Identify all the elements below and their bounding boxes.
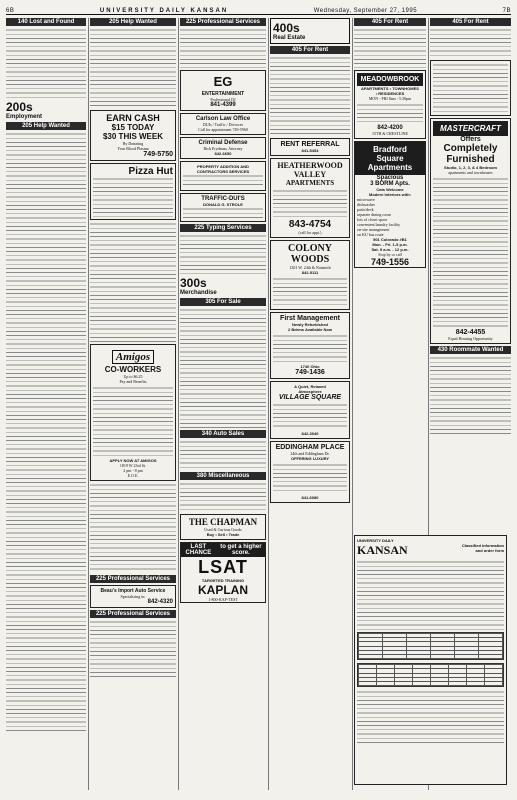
- amenity-item: on-site management: [357, 227, 390, 232]
- heatherwood-ad: [270, 158, 350, 238]
- ad-line: Cats Welcome: [376, 187, 404, 192]
- ad-line: Rick Frydman, Attorney: [203, 146, 243, 151]
- ad-line: APPLY NOW AT AMIGOS: [109, 458, 157, 463]
- classified-text-block: [180, 482, 266, 512]
- section-header-professional-services: 225 Professional Services: [180, 18, 266, 26]
- ad-phone: 749-1556: [370, 257, 410, 267]
- ad-body: [357, 103, 423, 123]
- ad-line: 2 Bdrms Available Now: [288, 327, 332, 332]
- ad-line: Pay and Benefits: [119, 379, 147, 384]
- village-square-ad: [270, 381, 350, 439]
- section-subheader-merchandise: Merchandise: [180, 290, 217, 296]
- earn-cash-ad: [90, 110, 176, 161]
- ad-body: [273, 334, 347, 362]
- classified-text-block: [180, 234, 266, 274]
- running-head: [6, 4, 511, 15]
- ad-line: Specializing in:: [120, 594, 146, 599]
- ad-line: ENTERTAINMENT: [201, 91, 245, 97]
- ad-line: Newly Refurbished: [291, 322, 328, 327]
- header-left: 6B: [6, 8, 15, 14]
- section-subheader-employment: Employment: [6, 114, 43, 120]
- ad-phone: 841-5454: [301, 148, 319, 153]
- eddingham-place-ad: [270, 441, 350, 503]
- ad-line: 24th and Eddingham Dr.: [290, 451, 330, 456]
- header-date: Wednesday, September 27, 1995: [313, 8, 418, 14]
- ad-line: $15 TODAY: [111, 123, 155, 132]
- amenity-item: separate dining room: [357, 212, 391, 217]
- ad-body: [273, 463, 347, 493]
- ad-line: Call for appointment 749-5960: [198, 127, 248, 132]
- ad-logo: VILLAGE SQUARE: [278, 394, 342, 401]
- ad-headline: First Management: [280, 315, 340, 322]
- ad-headline: RENT REFERRAL: [280, 141, 340, 148]
- ad-headline: Furnished: [446, 154, 495, 165]
- ad-body: [273, 189, 347, 217]
- ad-logo: Bradford: [373, 145, 407, 154]
- chapman-ad: [180, 514, 266, 540]
- section-header-for-rent: 405 For Rent: [430, 18, 511, 26]
- ad-line: Equal Housing Opportunity: [448, 336, 493, 341]
- first-management-ad: [270, 312, 350, 379]
- ad-line: Offers: [460, 136, 481, 143]
- ad-line: TARGETED TRAINING: [201, 578, 245, 583]
- section-header-auto-sales: 340 Auto Sales: [180, 430, 266, 438]
- ad-line: By Donating: [122, 141, 144, 146]
- kaplan-lsat-ad: [180, 542, 266, 603]
- classified-text-block: [430, 356, 511, 436]
- kaplan-logo: KAPLAN: [198, 583, 248, 597]
- ad-body: [273, 277, 347, 307]
- ad-line: • RESIDENCES: [375, 91, 405, 96]
- property-addition-ad: [180, 161, 266, 191]
- section-header-typing-services: 225 Typing Services: [180, 224, 266, 232]
- pizza-hut-ad: [90, 163, 176, 220]
- section-header-roommate-wanted: 430 Roommate Wanted: [430, 346, 511, 354]
- ad-logo: MASTERCRAFT: [433, 121, 508, 136]
- amigos-logo: Amigos: [112, 350, 154, 364]
- ad-line: 1301 W. 24th & Naismith: [289, 265, 331, 270]
- ad-headline: TRAFFIC-DUI'S: [201, 196, 245, 202]
- ad-line: DONALD G. STROLE: [203, 202, 243, 207]
- ad-headline: EARN CASH: [106, 113, 160, 123]
- ad-logo: EG: [213, 74, 233, 89]
- column-4: [270, 18, 350, 790]
- classified-text-block: [430, 28, 511, 58]
- ad-line: Buy • Sell • Trade: [206, 532, 240, 537]
- classified-text-block: [270, 56, 350, 136]
- amenity-item: convenient laundry facility: [357, 222, 401, 227]
- classified-text-block: [90, 620, 176, 680]
- ad-headline: VALLEY: [293, 170, 327, 179]
- section-header-miscellaneous: 380 Miscellaneous: [180, 472, 266, 480]
- section-header-for-rent: 405 For Rent: [270, 46, 350, 54]
- ad-phone: 841-4399: [210, 102, 236, 108]
- ad-phone: 842-6650: [214, 151, 232, 156]
- colony-woods-ad: [270, 240, 350, 310]
- section-header-professional-services: 225 Professional Services: [90, 575, 176, 583]
- ad-body: [93, 177, 173, 217]
- ad-line: 3 BORM Apts.: [370, 181, 410, 187]
- ad-phone: 1-800-KAP-TEST: [208, 597, 238, 602]
- ad-headline: APARTMENTS: [285, 179, 335, 187]
- ad-phone: 842-5111: [301, 270, 319, 275]
- lsat-logo: LSAT: [198, 557, 248, 577]
- header-title: UNIVERSITY DAILY KANSAN: [99, 8, 229, 14]
- newspaper-page: [6, 4, 511, 794]
- ad-body: [433, 177, 508, 327]
- section-header-employment: 200s: [6, 100, 33, 114]
- classified-text-block: [180, 28, 266, 68]
- form-logo: KANSAN: [357, 543, 408, 557]
- ad-line: 501 Colorado #B1: [373, 237, 407, 242]
- ad-phone: 842-4200: [377, 125, 403, 131]
- column-1: [6, 18, 86, 790]
- classified-text-block: [90, 28, 176, 108]
- ad-headline: HEATHERWOOD: [277, 161, 343, 170]
- classified-text-block: [354, 28, 426, 68]
- ad-line: Used & Curious Goods: [204, 527, 242, 532]
- ad-body: [93, 386, 173, 456]
- amenity-item: on KU bus route: [357, 232, 384, 237]
- ad-headline: Pizza Hut: [128, 166, 173, 177]
- ad-headline: CO-WORKERS: [104, 365, 162, 374]
- section-header-lost-found: 140 Lost and Found: [6, 18, 86, 26]
- ad-line: PROPERTY ADDITION AND: [197, 164, 249, 169]
- ad-line: Modern Interiors with:: [369, 192, 411, 197]
- ad-line: OFFERING LUXURY: [290, 456, 330, 461]
- ad-line: LAST CHANCE: [185, 544, 212, 556]
- ad-headline: Beau's Import Auto Service: [100, 588, 166, 594]
- column-6: [430, 18, 511, 790]
- ad-line: E.O.E.: [127, 473, 139, 478]
- ad-body: [183, 207, 263, 219]
- ad-logo: MEADOWBROOK: [357, 73, 423, 86]
- ad-logo: Square: [376, 154, 404, 163]
- rent-referral-ad: [270, 138, 350, 156]
- amenity-item: dishwasher: [357, 202, 375, 207]
- ad-body: [433, 63, 508, 113]
- mastercraft-ad: [430, 118, 511, 344]
- ad-line: apartments and townhouses: [448, 170, 493, 175]
- meadowbrook-ad: [354, 70, 426, 139]
- section-header-for-sale: 305 For Sale: [180, 298, 266, 306]
- carlson-law-ad: [180, 113, 266, 135]
- section-header-real-estate: 400s: [273, 21, 300, 35]
- column-2: [90, 18, 176, 790]
- form-logo: UNIVERSITY DAILY: [357, 538, 394, 543]
- ad-line: Mon. - Fri. 1-5 p.m.: [372, 242, 408, 247]
- ad-line: Professional DJ: [210, 97, 236, 102]
- classified-text-block: [6, 28, 86, 98]
- ad-headline: Criminal Defense: [198, 140, 248, 146]
- ad-headline: EDDINGHAM PLACE: [275, 444, 345, 451]
- ad-line: DUIs / Traffic / Divorces: [202, 122, 244, 127]
- ad-line: to get a higher score.: [220, 544, 262, 556]
- ad-line: Atmosphere: [298, 389, 322, 394]
- eg-entertainment-ad: [180, 70, 266, 111]
- amenity-item: lots of closet space: [357, 217, 388, 222]
- classified-text-block: [180, 440, 266, 470]
- ad-body: [183, 174, 263, 188]
- classified-text-block: [180, 308, 266, 428]
- ad-phone: 842-4455: [455, 329, 486, 336]
- ad-phone: 842-3040: [301, 431, 319, 436]
- ad-line: APARTMENTS • TOWNHOMES: [361, 86, 419, 91]
- ad-line: 15TH & CRESTLINE: [372, 131, 408, 136]
- ad-line: CONTRACTORS SERVICES: [196, 169, 250, 174]
- ad-line: Sat. 9 a.m. - 12 p.m.: [371, 247, 409, 252]
- ad-headline: THE CHAPMAN: [188, 517, 258, 527]
- ad-line: (call for appt.): [298, 230, 322, 235]
- classified-text-block: [90, 222, 176, 342]
- ad-line: $30 THIS WEEK: [102, 132, 163, 141]
- amenity-item: patio/deck: [357, 207, 374, 212]
- ad-headline: Carlson Law Office: [195, 116, 251, 122]
- ad-line: Stop by or call: [378, 252, 402, 257]
- ad-phone: 842-4320: [147, 599, 173, 605]
- ad-line: 1740 Ohio: [300, 364, 320, 369]
- ad-line: 1819 W 23rd St.: [119, 463, 147, 468]
- bradford-square-ad: [354, 141, 426, 268]
- criminal-defense-ad: [180, 137, 266, 159]
- ad-line: Spacious: [376, 175, 404, 181]
- classified-display-ad: [430, 60, 511, 116]
- amenity-item: microwave: [357, 197, 375, 202]
- ad-headline: WOODS: [290, 254, 330, 265]
- ad-headline: COLONY: [288, 243, 332, 254]
- ad-phone: 749-1436: [295, 369, 325, 376]
- ad-line: Studio, 1, 2, 3, & 4 Bedroom: [444, 165, 497, 170]
- ad-phone: 843-4754: [288, 219, 332, 230]
- form-title: and order form: [475, 548, 504, 553]
- ad-phone: 841-6080: [301, 495, 319, 500]
- amigos-ad: [90, 344, 176, 481]
- section-header-professional-services: 225 Professional Services: [90, 610, 176, 618]
- section-header-for-rent: 405 For Rent: [354, 18, 426, 26]
- ad-phone: 749-5750: [143, 151, 173, 158]
- ad-logo: Apartments: [367, 163, 413, 172]
- section-header-help-wanted: 205 Help Wanted: [90, 18, 176, 26]
- traffic-dui-ad: [180, 193, 266, 222]
- ad-line: Your Blood Plasma: [117, 146, 149, 151]
- ad-headline: Completely: [443, 143, 498, 154]
- section-subheader-real-estate: Real Estate: [273, 35, 306, 41]
- classified-text-block: [6, 132, 86, 732]
- form-title: Classified information: [461, 543, 504, 548]
- ad-line: 2 pm - 8 pm: [123, 468, 143, 473]
- section-header-merchandise: 300s: [180, 276, 207, 290]
- ad-line: Up to $6.25: [123, 374, 143, 379]
- beaus-auto-ad: [90, 585, 176, 608]
- classified-text-block: [90, 483, 176, 573]
- section-header-help-wanted: 205 Help Wanted: [6, 122, 86, 130]
- column-3: [180, 18, 266, 790]
- header-page-num: 7B: [502, 8, 511, 14]
- ad-line: A Quiet, Relaxed: [294, 384, 326, 389]
- ad-body: [273, 403, 347, 429]
- ad-line: MON - FRI 8am - 5:30pm: [368, 96, 412, 101]
